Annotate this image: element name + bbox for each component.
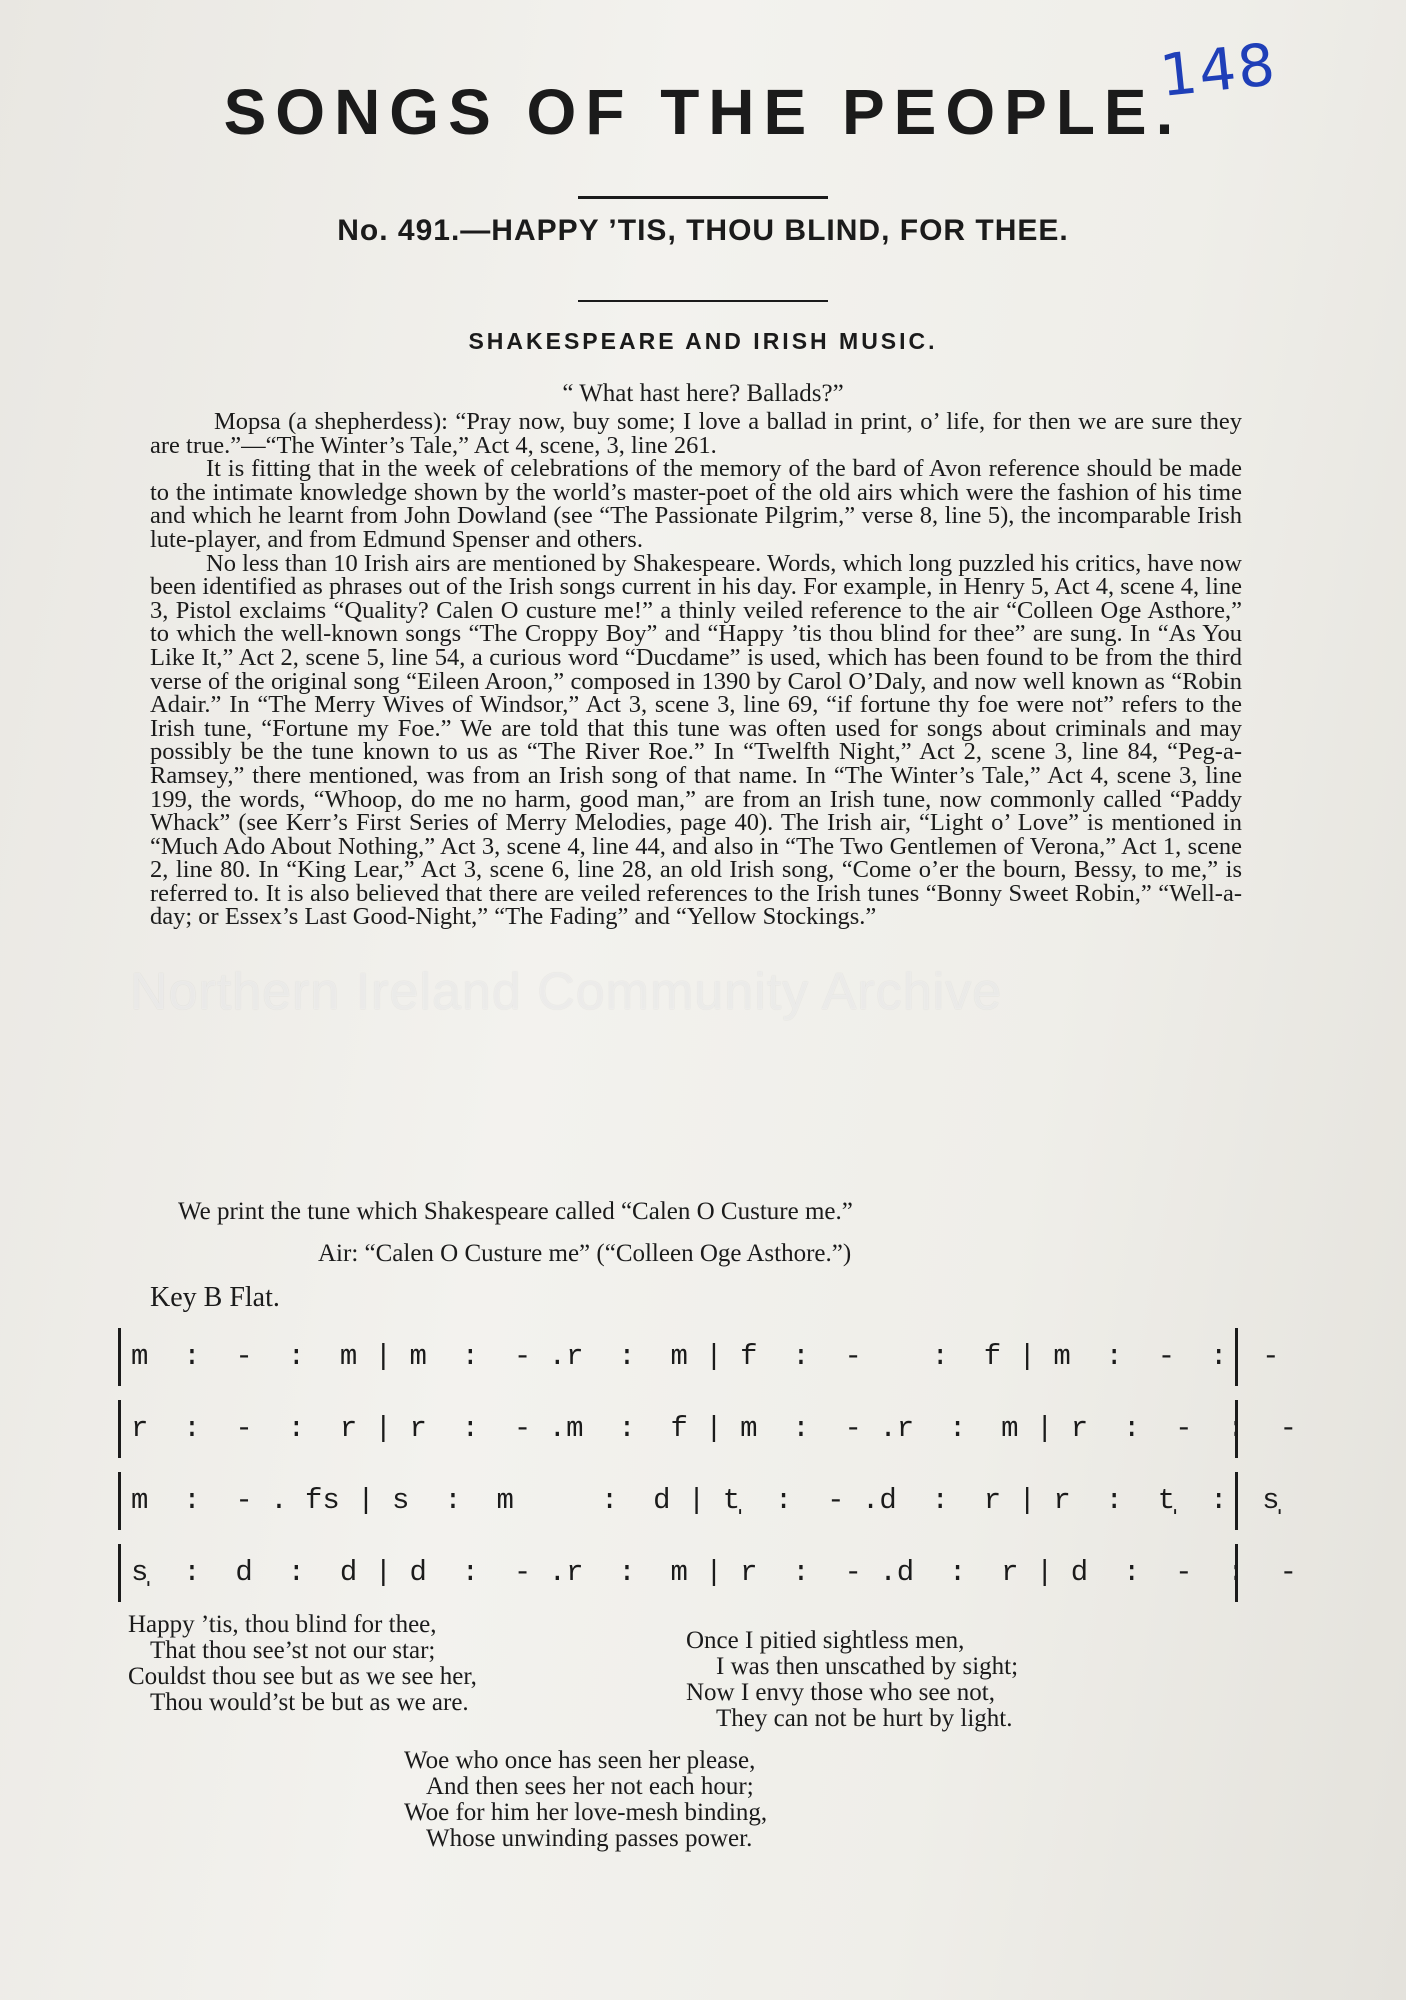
section-heading: SHAKESPEARE AND IRISH MUSIC. xyxy=(468,328,938,354)
song-title: No. 491.—HAPPY ’TIS, THOU BLIND, FOR THEE. xyxy=(337,214,1069,247)
score-line: r : - : r | r : - .m : f | m : - .r : m | r : - : - xyxy=(118,1400,1238,1458)
tune-intro: We print the tune which Shakespeare called “Calen O Custure me.” xyxy=(178,1198,853,1225)
article-body xyxy=(150,410,1242,929)
title-rule xyxy=(578,196,828,199)
article-paragraph: Mopsa (a shepherdess): “Pray now, buy some; I love a ballad in print, o’ life, for then we are sure they are true.”—“The Winter’s Tale,” Act 4, scene, 3, line 261. xyxy=(150,408,1242,459)
verse-line: That thou see’st not our star; xyxy=(150,1637,436,1664)
verse-line: I was then unscathed by sight; xyxy=(716,1653,1019,1680)
air-title: Air: “Calen O Custure me” (“Colleen Oge Asthore.”) xyxy=(318,1240,852,1267)
score-line: m : - . fs | s : m : d | t̩ : - .d : r | r : t̩ : s̩ xyxy=(118,1472,1238,1530)
page-title: SONGS OF THE PEOPLE. xyxy=(223,76,1183,148)
verse-two xyxy=(686,1628,1226,1732)
verse-line: Once I pitied sightless men, xyxy=(686,1627,965,1654)
verse-one xyxy=(128,1612,648,1716)
verse-line: Now I envy those who see not, xyxy=(686,1679,995,1706)
verse-line: Woe for him her love-mesh binding, xyxy=(404,1799,768,1826)
epigraph: “ What hast here? Ballads?” xyxy=(562,380,844,407)
verse-line: Whose unwinding passes power. xyxy=(426,1825,753,1852)
verse-three xyxy=(404,1748,964,1852)
verse-line: Woe who once has seen her please, xyxy=(404,1747,756,1774)
score-line: s̩ : d : d | d : - .r : m | r : - .d : r | d : - : - xyxy=(118,1544,1238,1602)
verse-line: Thou would’st be but as we are. xyxy=(150,1689,469,1716)
handwritten-page-number: 148 xyxy=(1156,30,1280,110)
verse-line: Couldst thou see but as we see her, xyxy=(128,1663,477,1690)
article-paragraph: It is fitting that in the week of celebrations of the memory of the bard of Avon reference should be made to the intimate knowledge shown by the world’s master-poet of the old airs which were the fashion of his time and which he learnt from John Dowland (see “The Passionate Pilgrim,” verse 8, line 5), the incomparable Irish lute-player, and from Edmund Spenser and others. xyxy=(150,455,1242,553)
subtitle-rule xyxy=(578,300,828,302)
article-paragraph: No less than 10 Irish airs are mentioned by Shakespeare. Words, which long puzzled his critics, have now been identified as phrases out of the Irish songs current in his day. For example, in Henry 5, Act 4, scene 4, line 3, Pistol exclaims “Quality? Calen O custure me!” a thinly veiled reference to the air “Colleen Oge Asthore,” to which the well-known songs “The Croppy Boy” and “Happy ’tis thou blind for thee” are sung. In “As You Like It,” Act 2, scene 5, line 54, a curious word “Ducdame” is used, which has been found to be from the third verse of the original song “Eileen Aroon,” composed in 1390 by Carol O’Daly, and now well known as “Robin Adair.” In “The Merry Wives of Windsor,” Act 3, scene 3, line 69, “if fortune thy foe were not” refers to the Irish tune, “Fortune my Foe.” We are told that this tune was often used for songs about criminals and may possibly be the tune known to us as “The River Roe.” In “Twelfth Night,” Act 2, scene 3, line 84, “Peg-a-Ramsey,” there mentioned, was from an Irish song of that name. In “The Winter’s Tale,” Act 4, scene 3, line 199, the words, “Whoop, do me no harm, good man,” are from an Irish tune, now commonly called “Paddy Whack” (see Kerr’s First Series of Merry Melodies, page 40). The Irish air, “Light o’ Love” is mentioned in “Much Ado About Nothing,” Act 3, scene 4, line 44, and also in “The Two Gentlemen of Verona,” Act 1, scene 2, line 80. In “King Lear,” Act 3, scene 6, line 28, an old Irish song, “Come o’er the bourn, Bessy, to me,” is referred to. It is also believed that there are veiled references to the Irish tunes “Bonny Sweet Robin,” “Well-a-day; or Essex’s Last Good-Night,” “The Fading” and “Yellow Stockings.” xyxy=(150,549,1242,931)
verse-line: They can not be hurt by light. xyxy=(716,1705,1013,1732)
tonic-solfa-score xyxy=(118,1328,1297,1616)
verse-line: Happy ’tis, thou blind for thee, xyxy=(128,1611,437,1638)
archive-watermark: Northern Ireland Community Archive xyxy=(130,963,1003,1021)
key-signature: Key B Flat. xyxy=(150,1282,280,1313)
score-line: m : - : m | m : - .r : m | f : - : f | m : - : - xyxy=(118,1328,1238,1386)
verse-line: And then sees her not each hour; xyxy=(426,1773,754,1800)
